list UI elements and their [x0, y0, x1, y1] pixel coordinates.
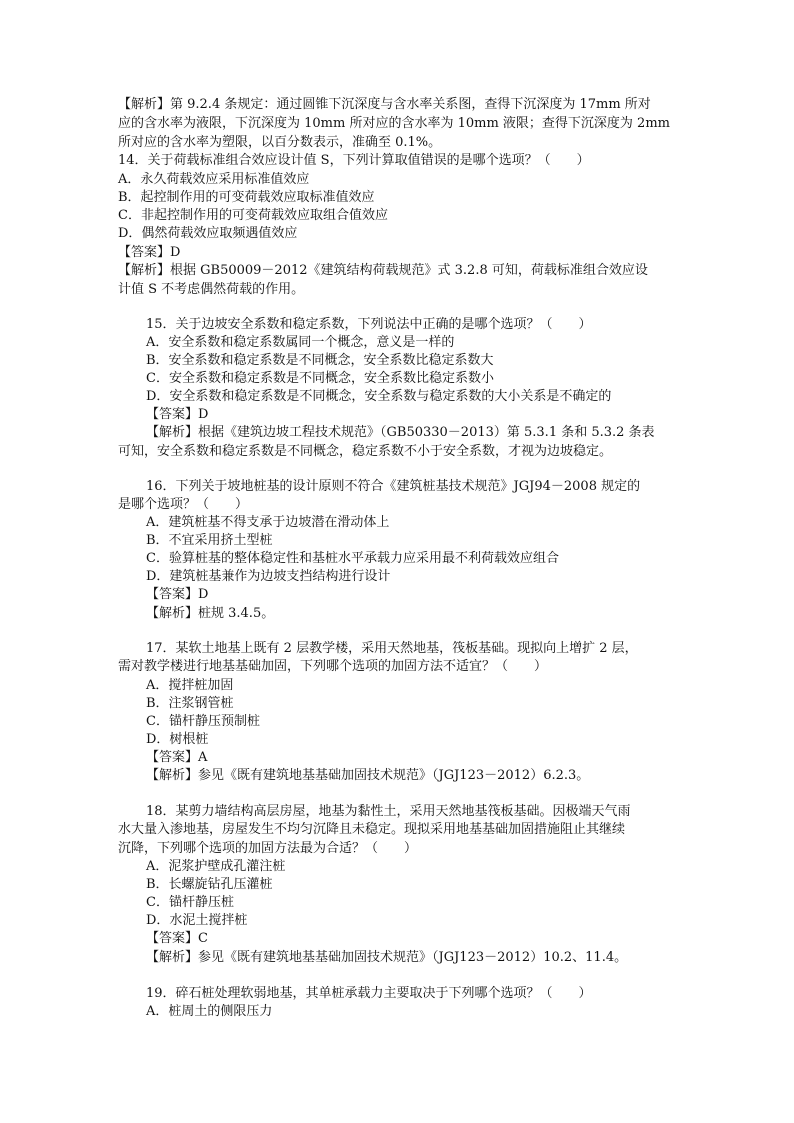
q18-question-line: 水大量入渗地基，房屋发生不均匀沉降且未稳定。现拟采用地基基础加固措施阻止其继续: [118, 822, 626, 837]
q15-explanation-line: 【解析】根据《建筑边坡工程技术规范》（GB50330－2013）第 5.3.1 条和 5.3.2 条表: [146, 425, 655, 440]
q15-option-d: D．安全系数和稳定系数是不同概念，安全系数与稳定系数的大小关系是不确定的: [146, 389, 612, 404]
q17-option-b: B．注浆钢管桩: [146, 696, 234, 711]
q16-option-a: A．建筑桩基不得支承于边坡潜在滑动体上: [146, 515, 390, 530]
q14-question: 14．关于荷载标准组合效应设计值 S，下列计算取值错误的是哪个选项？（ ）: [118, 153, 590, 168]
q16-option-b: B．不宜采用挤土型桩: [146, 533, 273, 548]
q15-option-b: B．安全系数和稳定系数是不同概念，安全系数比稳定系数大: [146, 353, 494, 368]
q14-option-d: D．偶然荷载效应取频遇值效应: [118, 226, 298, 241]
q17-answer: 【答案】A: [146, 750, 208, 765]
prev-explanation-line: 应的含水率为液限，下沉深度为 10mm 所对应的含水率为 10mm 液限；查得下沉深度为 2mm: [118, 116, 670, 131]
q18-option-a: A．泥浆护壁成孔灌注桩: [146, 859, 286, 874]
q19-question: 19．碎石桩处理软弱地基，其单桩承载力主要取决于下列哪个选项？（ ）: [146, 986, 592, 1001]
prev-explanation-line: 所对应的含水率为塑限，以百分数表示，准确至 0.1%。: [118, 135, 442, 150]
q18-option-b: B．长螺旋钻孔压灌桩: [146, 877, 273, 892]
q16-answer: 【答案】D: [146, 587, 209, 602]
q15-option-c: C．安全系数和稳定系数是不同概念，安全系数比稳定系数小: [146, 371, 494, 386]
q15-answer: 【答案】D: [146, 407, 209, 422]
q14-explanation-line: 计值 S 不考虑偶然荷载的作用。: [118, 282, 305, 297]
q14-option-c: C．非起控制作用的可变荷载效应取组合值效应: [118, 208, 388, 223]
q16-option-d: D．建筑桩基兼作为边坡支挡结构进行设计: [146, 569, 391, 584]
q17-question-line: 需对教学楼进行地基基础加固，下列哪个选项的加固方法不适宜？（ ）: [118, 659, 548, 674]
q16-option-c: C．验算桩基的整体稳定性和基桩水平承载力应采用最不利荷载效应组合: [146, 551, 559, 566]
q17-option-d: D．树根桩: [146, 732, 209, 747]
q17-explanation: 【解析】参见《既有建筑地基基础加固技术规范》（JGJ123－2012）6.2.3。: [146, 768, 590, 783]
q14-explanation-line: 【解析】根据 GB50009－2012《建筑结构荷载规范》式 3.2.8 可知，荷载标准组合效应设: [118, 263, 648, 278]
q17-option-a: A．搅拌桩加固: [146, 678, 234, 693]
q15-question: 15．关于边坡安全系数和稳定系数，下列说法中正确的是哪个选项？（ ）: [146, 317, 592, 332]
q14-answer: 【答案】D: [118, 245, 181, 260]
q18-option-c: C．锚杆静压桩: [146, 895, 234, 910]
q19-option-a: A．桩周土的侧限压力: [146, 1004, 273, 1019]
q14-option-a: A．永久荷载效应采用标准值效应: [118, 172, 310, 187]
q16-question-line: 16．下列关于坡地桩基的设计原则不符合《建筑桩基技术规范》JGJ94－2008 规定的: [146, 479, 641, 494]
q15-option-a: A．安全系数和稳定系数属同一个概念，意义是一样的: [146, 335, 455, 350]
q18-question-line: 沉降，下列哪个选项的加固方法最为合适？（ ）: [118, 841, 418, 856]
prev-explanation-line: 【解析】第 9.2.4 条规定：通过圆锥下沉深度与含水率关系图，查得下沉深度为 17mm 所对: [118, 97, 651, 112]
q18-answer: 【答案】C: [146, 931, 208, 946]
q15-explanation-line: 可知，安全系数和稳定系数是不同概念，稳定系数不小于安全系数，才视为边坡稳定。: [118, 444, 613, 459]
q17-option-c: C．锚杆静压预制桩: [146, 714, 260, 729]
q14-option-b: B．起控制作用的可变荷载效应取标准值效应: [118, 190, 375, 205]
q16-explanation: 【解析】桩规 3.4.5。: [146, 606, 275, 621]
q18-question-line: 18．某剪力墙结构高层房屋，地基为黏性土，采用天然地基筏板基础。因极端天气雨: [146, 804, 631, 819]
q17-question-line: 17．某软土地基上既有 2 层教学楼，采用天然地基，筏板基础。现拟向上增扩 2 层，: [146, 641, 638, 656]
q18-explanation: 【解析】参见《既有建筑地基基础加固技术规范》（JGJ123－2012）10.2、11.4。: [146, 950, 628, 965]
q16-question-line: 是哪个选项？（ ）: [118, 497, 249, 512]
q18-option-d: D．水泥土搅拌桩: [146, 913, 248, 928]
